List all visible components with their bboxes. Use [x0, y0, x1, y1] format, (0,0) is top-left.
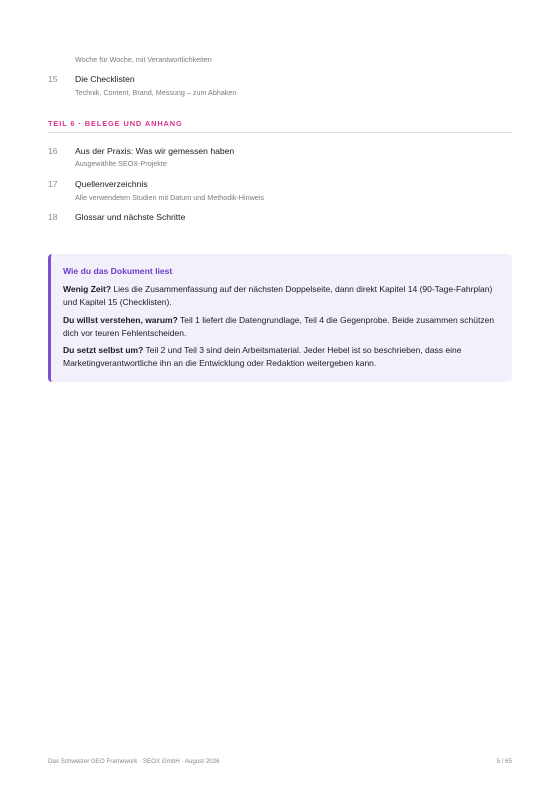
toc-entry-subtitle: Technik, Content, Brand, Messung – zum Abhaken [75, 88, 237, 97]
callout-paragraph-understand [63, 314, 495, 340]
section-divider [48, 132, 512, 133]
reading-guide-callout [48, 254, 512, 382]
callout-title: Wie du das Dokument liest [63, 266, 173, 276]
toc-entry-title: Die Checklisten [75, 74, 135, 84]
toc-entry-number: 18 [48, 212, 58, 222]
callout-lead: Wenig Zeit? [63, 284, 112, 294]
toc-entry-subtitle: Ausgewählte SEOX-Projekte [75, 159, 167, 168]
callout-paragraph-quick [63, 283, 495, 309]
callout-text: Lies die Zusammenfassung auf der nächsten Doppelseite, dann direkt Kapitel 14 (90-Tage-Fahrplan) und Kapitel 15 (Checklisten). [63, 284, 493, 307]
toc-entry-title: Aus der Praxis: Was wir gemessen haben [75, 146, 235, 156]
callout-paragraph-implement [63, 344, 495, 370]
callout-text: Teil 2 und Teil 3 sind dein Arbeitsmaterial. Jeder Hebel ist so beschrieben, dass eine Marketingverantwortliche ihn an die Entwicklung oder Redaktion weitergeben kann. [63, 345, 462, 368]
footer-page-number: 5 / 65 [496, 758, 512, 765]
toc-entry-number: 16 [48, 146, 58, 156]
callout-lead: Du willst verstehen, warum? [63, 315, 178, 325]
callout-lead: Du setzt selbst um? [63, 345, 144, 355]
section-heading: TEIL 6 · BELEGE UND ANHANG [48, 119, 183, 128]
toc-prev-subtitle: Woche für Woche, mit Verantwortlichkeiten [75, 55, 212, 64]
toc-entry-number: 17 [48, 179, 58, 189]
footer-document-info: Das Schweizer GEO Framework · SEOX GmbH · August 2026 [48, 758, 220, 765]
toc-entry-title: Glossar und nächste Schritte [75, 212, 186, 222]
toc-entry-number: 15 [48, 74, 58, 84]
callout-text: Teil 1 liefert die Datengrundlage, Teil 4 die Gegenprobe. Beide zusammen schützen dich vor teuren Fehlentscheiden. [63, 315, 495, 338]
toc-entry-subtitle: Alle verwendeten Studien mit Datum und Methodik-Hinweis [75, 193, 264, 202]
toc-entry-title: Quellenverzeichnis [75, 179, 148, 189]
